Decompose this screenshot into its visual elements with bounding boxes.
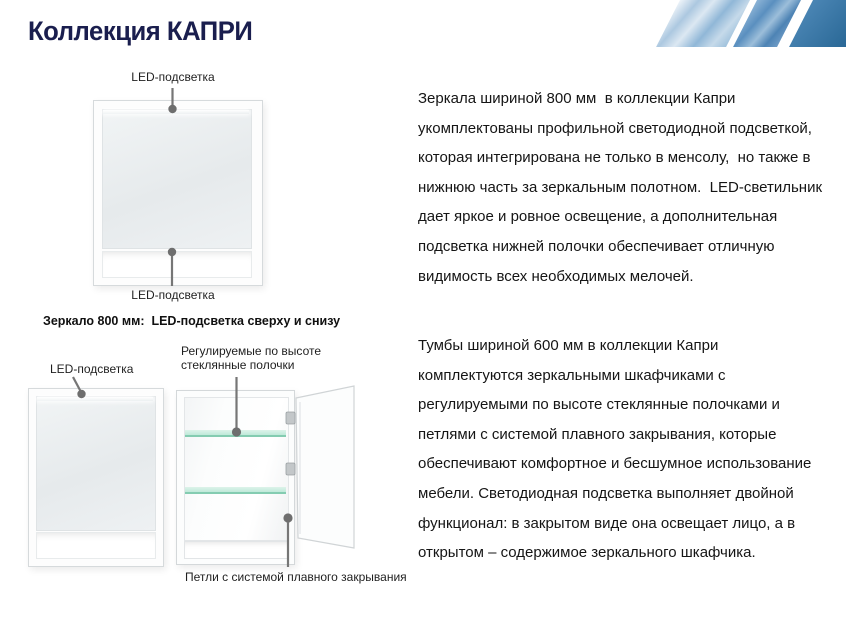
text-line: функционал: в закрытом виде она освещает лицо, а в: [418, 514, 796, 532]
text-line: мебели. Светодиодная подсветка выполняет двойной: [418, 484, 794, 502]
text-line: которая интегрирована не только в менсолу, но также в: [418, 149, 811, 167]
led-strip-top: [103, 110, 249, 114]
text-line: стеклянные полочки: [181, 358, 295, 372]
page-title: Коллекция КАПРИ: [28, 16, 253, 46]
mirror-800-diagram: [93, 100, 263, 286]
text-mirrors-paragraph: [418, 84, 822, 291]
cabinet-diagram: [176, 390, 295, 565]
text-line: комплектуются зеркальными шкафчиками с: [418, 366, 726, 384]
led-strip-top: [37, 397, 153, 401]
text-line: обеспечивают комфортное и бесшумное использование: [418, 455, 812, 473]
water-strip-dark: [789, 0, 846, 47]
text-line: нижнюю часть за зеркальным полотном. LED-светильник: [418, 178, 823, 196]
text-line: видимость всех необходимых мелочей.: [418, 267, 694, 285]
hinges-label: Петли с системой плавного закрывания: [185, 570, 407, 584]
text-cabinets-paragraph: [418, 331, 811, 568]
text-line: Зеркала шириной 800 мм в коллекции Капри: [418, 90, 736, 107]
text-line: регулируемыми по высоте стеклянные полочками и: [418, 396, 780, 414]
text-line: Тумбы шириной 600 мм в коллекции Капри: [418, 337, 719, 354]
cabinet-bottom-shelf: [184, 541, 289, 559]
led-label-top: LED-подсветка: [131, 70, 215, 84]
mirror-glass: [36, 396, 156, 531]
mirror-bottom-shelf: [102, 251, 252, 278]
text-line: подсветка нижней полочки обеспечивает отличную: [418, 237, 775, 255]
mirror-bottom-shelf: [36, 532, 156, 559]
text-line: петлями с системой плавного закрывания, которые: [418, 425, 777, 443]
glass-shelf-lower: [185, 487, 286, 494]
mirror-600-diagram: [28, 388, 164, 567]
cabinet-interior: [184, 397, 289, 541]
header-decor: [646, 0, 846, 47]
cabinet-door: [296, 386, 354, 548]
text-line: укомплектованы профильной светодиодной подсветкой,: [418, 119, 812, 137]
mirror-glass: [102, 109, 252, 249]
led-label-bottom: LED-подсветка: [131, 288, 215, 302]
shelves-label: [181, 344, 321, 372]
text-line: Регулируемые по высоте: [181, 344, 322, 358]
glass-shelf-upper: [185, 430, 286, 437]
text-line: дает яркое и ровное освещение, а дополнительная: [418, 208, 778, 226]
led-label-mirror-600: LED-подсветка: [50, 362, 134, 376]
text-line: открытом – содержимое зеркального шкафчика.: [418, 544, 756, 562]
caption-mirror-800: Зеркало 800 мм: LED-подсветка сверху и снизу: [43, 314, 341, 328]
